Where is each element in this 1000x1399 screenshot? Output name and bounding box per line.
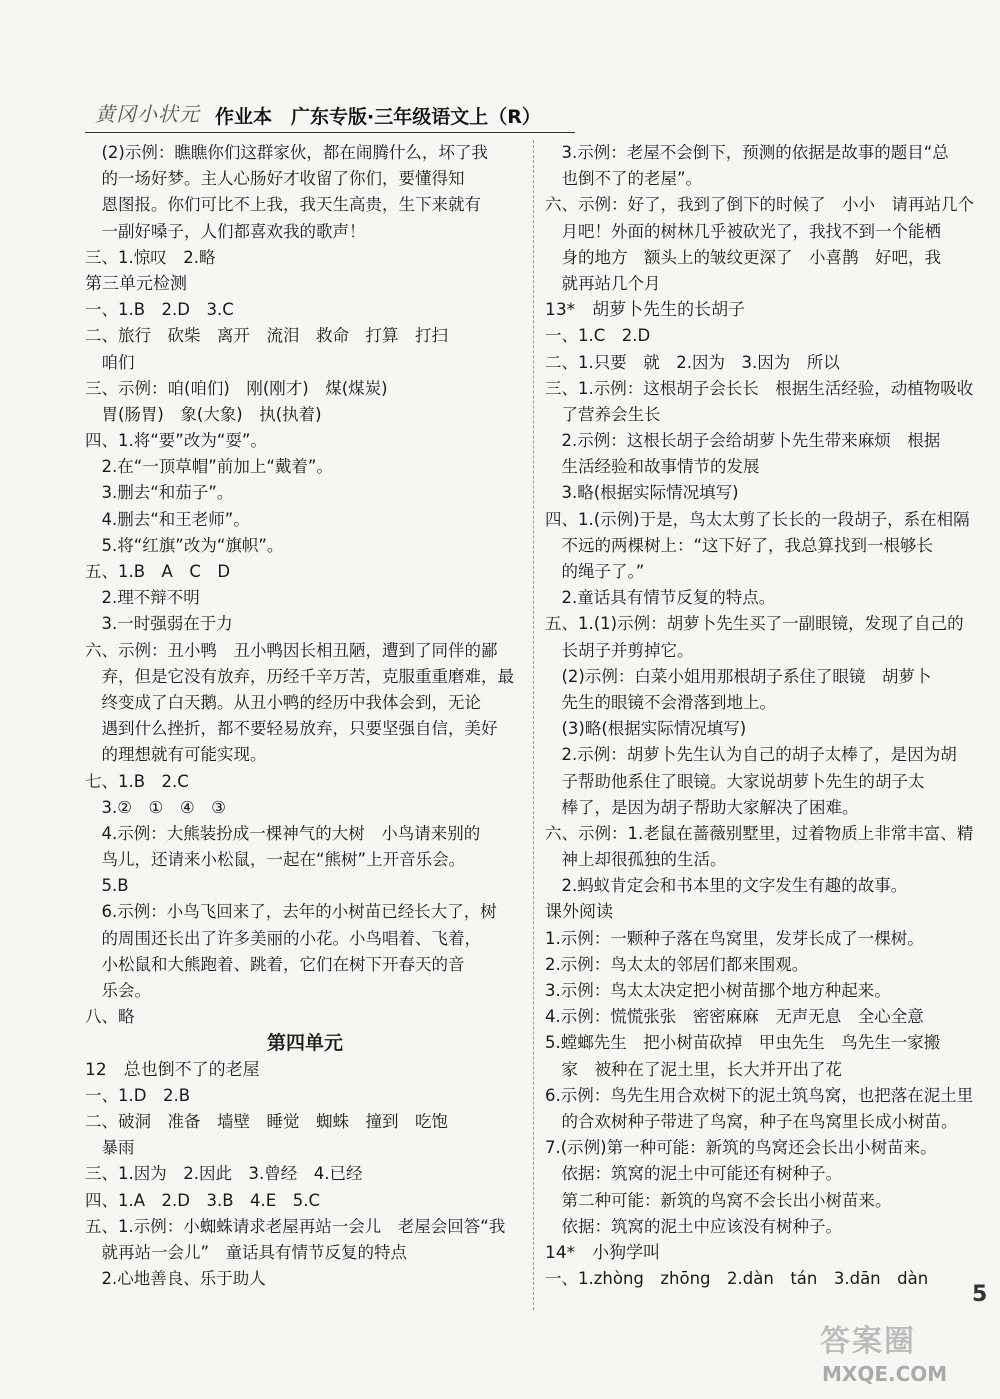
answer-line: 乐会。 <box>85 981 151 1000</box>
answer-line: 一、1.D 2.B <box>85 1085 191 1105</box>
answer-line: 5.将“红旗”改为“旗帜”。 <box>85 535 284 555</box>
answer-line: 就再站几个月 <box>545 273 661 293</box>
answer-line: 3.一时强弱在于力 <box>85 614 233 634</box>
answer-line: 依据：筑窝的泥土中可能还有树种子。 <box>545 1164 842 1184</box>
answer-line: 一、1.C 2.D <box>545 326 651 346</box>
answer-line: 暴雨 <box>85 1138 135 1158</box>
column-divider <box>533 140 534 1310</box>
header-rule <box>85 132 575 133</box>
answer-line: 第四单元 <box>266 1032 343 1055</box>
answer-line: 鸟儿，还请来小松鼠，一起在“熊树”上开音乐会。 <box>85 850 466 870</box>
answer-line: 13* 胡萝卜先生的长胡子 <box>545 300 746 321</box>
answer-line: 2.理不辩不明 <box>85 588 200 608</box>
watermark-url: MXQE.COM <box>822 1362 948 1386</box>
answer-line: 3.② ① ④ ③ <box>85 797 226 817</box>
answer-line: 依据：筑窝的泥土中应该没有树种子。 <box>545 1216 842 1236</box>
answer-line: 二、破洞 准备 墙壁 睡觉 蜘蛛 撞到 吃饱 <box>85 1111 448 1131</box>
answer-line: 终变成了白天鹅。从丑小鸭的经历中我体会到，无论 <box>85 692 481 712</box>
answer-line: 4.示例：大熊装扮成一棵神气的大树 小鸟请来别的 <box>85 823 481 843</box>
answer-line: 六、示例：1.老鼠在蔷薇别墅里，过着物质上非常丰富、精 <box>545 823 974 843</box>
answer-line: 七、1.B 2.C <box>85 771 189 791</box>
answer-line: (3)略(根据实际情况填写) <box>545 719 747 739</box>
header-title: 作业本 广东专版·三年级语文上（R） <box>215 106 541 128</box>
page-number: 5 <box>972 1282 988 1307</box>
right-column <box>545 140 985 1292</box>
answer-line: 的理想就有可能实现。 <box>85 745 267 765</box>
answer-line: 5.B <box>85 876 129 896</box>
answer-line: 2.示例：鸟太太的邻居们都来围观。 <box>545 954 809 974</box>
left-column <box>85 140 525 1292</box>
answer-line: 14* 小狗学叫 <box>545 1242 661 1263</box>
logo: 黄冈小状元 <box>95 102 200 126</box>
answer-line: 的绳子了。” <box>545 562 645 581</box>
answer-line: 四、1.(示例)于是，鸟太太剪了长长的一段胡子，系在相隔 <box>545 509 970 529</box>
answer-line: (2)示例：瞧瞧你们这群家伙，都在闹腾什么，坏了我 <box>85 143 488 162</box>
answer-line: 三、1.因为 2.因此 3.曾经 4.已经 <box>85 1164 363 1184</box>
answer-line: 小松鼠和大熊跑着、跳着，它们在树下开春天的音 <box>85 954 465 974</box>
answer-line: 3.示例：鸟太太决定把小树苗挪个地方种起来。 <box>545 981 891 1000</box>
answer-line: 3.略(根据实际情况填写) <box>545 483 739 503</box>
answer-line: 2.童话具有情节反复的特点。 <box>545 588 776 608</box>
answer-line: 的一场好梦。主人心肠好才收留了你们，要懂得知 <box>85 169 465 189</box>
answer-line: 家 被种在了泥土里，长大并开出了花 <box>545 1059 842 1079</box>
answer-line: 课外阅读 <box>545 902 613 923</box>
answer-line: 3.删去“和茄子”。 <box>85 483 234 503</box>
answer-line: 长胡子并剪掉它。 <box>545 640 694 660</box>
answer-line: 二、旅行 砍柴 离开 流泪 救命 打算 打扫 <box>85 326 448 346</box>
answer-line: 1.示例：一颗种子落在鸟窝里，发芽长成了一棵树。 <box>545 928 924 948</box>
answer-line: (2)示例：白菜小姐用那根胡子系住了眼镜 胡萝卜 <box>545 666 932 686</box>
answer-line: 6.示例：鸟先生用合欢树下的泥土筑鸟窝，也把落在泥土里 <box>545 1085 974 1105</box>
answer-line: 6.示例：小鸟飞回来了，去年的小树苗已经长大了，树 <box>85 902 497 922</box>
answer-line: 生活经验和故事情节的发展 <box>545 457 760 477</box>
answer-line: 了营养会生长 <box>545 404 661 424</box>
answer-line: 四、1.将“要”改为“耍”。 <box>85 431 267 451</box>
answer-line: 2.蚂蚁肯定会和书本里的文字发生有趣的故事。 <box>545 876 908 896</box>
answer-line: 三、示例：咱(咱们) 刚(刚才) 煤(煤炭) <box>85 378 388 398</box>
header <box>95 88 575 138</box>
answer-line: 2.心地善良、乐于助人 <box>85 1269 266 1289</box>
answer-line: 五、1.B A C D <box>85 562 231 581</box>
answer-line: 弃，但是它没有放弃，历经千辛万苦，克服重重磨难，最 <box>85 666 514 686</box>
answer-line: 八、略 <box>85 1007 135 1027</box>
answer-line: 第三单元检测 <box>85 273 187 294</box>
answer-line: 六、示例：好了，我到了倒下的时候了 小小 请再站几个 <box>545 195 974 215</box>
answer-line: 一、1.zhòng zhōng 2.dàn tán 3.dān dàn <box>545 1269 929 1289</box>
answer-line: 2.示例：胡萝卜先生认为自己的胡子太棒了，是因为胡 <box>545 745 957 765</box>
answer-line: 先生的眼镜不会滑落到地上。 <box>545 692 776 712</box>
answer-line: 4.删去“和王老师”。 <box>85 509 250 529</box>
answer-line: 4.示例：慌慌张张 密密麻麻 无声无息 全心全意 <box>545 1007 924 1027</box>
answer-line: 的合欢树种子带进了鸟窝，种子在鸟窝里长成小树苗。 <box>545 1111 958 1131</box>
answer-line: 的周围还长出了许多美丽的小花。小鸟唱着、飞着， <box>85 928 481 948</box>
answer-line: 二、1.只要 就 2.因为 3.因为 所以 <box>545 352 840 372</box>
answer-line: 恩图报。你们可比不上我，我天生高贵，生下来就有 <box>85 195 481 215</box>
answer-line: 一、1.B 2.D 3.C <box>85 300 234 320</box>
answer-line: 六、示例：丑小鸭 丑小鸭因长相丑陋，遭到了同伴的鄙 <box>85 640 498 660</box>
answer-line: 身的地方 额头上的皱纹更深了 小喜鹊 好吧，我 <box>545 247 941 267</box>
answer-line: 三、1.示例：这根胡子会长长 根据生活经验，动植物吸收 <box>545 378 974 398</box>
answer-line: 神上却很孤独的生活。 <box>545 850 727 870</box>
answer-line: 3.示例：老屋不会倒下，预测的依据是故事的题目“总 <box>545 143 949 162</box>
watermark-logo: 答案圈 <box>820 1324 916 1359</box>
answer-line: 不远的两棵树上：“这下好了，我总算找到一根够长 <box>545 535 934 555</box>
answer-line: 五、1.示例：小蜘蛛请求老屋再站一会儿 老屋会回答“我 <box>85 1216 506 1236</box>
answer-line: 遇到什么挫折，都不要轻易放弃，只要坚强自信，美好 <box>85 719 498 739</box>
answer-line: 也倒不了的老屋”。 <box>545 169 703 189</box>
answer-line: 7.(示例)第一种可能：新筑的鸟窝还会长出小树苗来。 <box>545 1138 937 1158</box>
answer-line: 就再站一会儿” 童话具有情节反复的特点 <box>85 1242 408 1262</box>
answer-line: 5.螳螂先生 把小树苗砍掉 甲虫先生 鸟先生一家搬 <box>545 1033 941 1053</box>
answer-line: 四、1.A 2.D 3.B 4.E 5.C <box>85 1190 320 1210</box>
answer-line: 棒了，是因为胡子帮助大家解决了困难。 <box>545 797 859 817</box>
answer-line: 咱们 <box>85 352 135 372</box>
answer-line: 三、1.惊叹 2.略 <box>85 247 216 267</box>
answer-line: 胃(肠胃) 象(大象) 执(执着) <box>85 404 322 424</box>
answer-line: 第二种可能：新筑的鸟窝不会长出小树苗来。 <box>545 1190 892 1210</box>
answer-line: 一副好嗓子，人们都喜欢我的歌声！ <box>85 221 366 241</box>
answer-line: 2.在“一顶草帽”前加上“戴着”。 <box>85 457 333 477</box>
answer-line: 五、1.(1)示例：胡萝卜先生买了一副眼镜，发现了自己的 <box>545 614 964 634</box>
answer-line: 月吧！外面的树林几乎被砍光了，我找不到一个能栖 <box>545 221 941 241</box>
answer-line: 子帮助他系住了眼镜。大家说胡萝卜先生的胡子太 <box>545 771 925 791</box>
answer-line: 12 总也倒不了的老屋 <box>85 1059 260 1080</box>
answer-line: 2.示例：这根长胡子会给胡萝卜先生带来麻烦 根据 <box>545 431 941 451</box>
